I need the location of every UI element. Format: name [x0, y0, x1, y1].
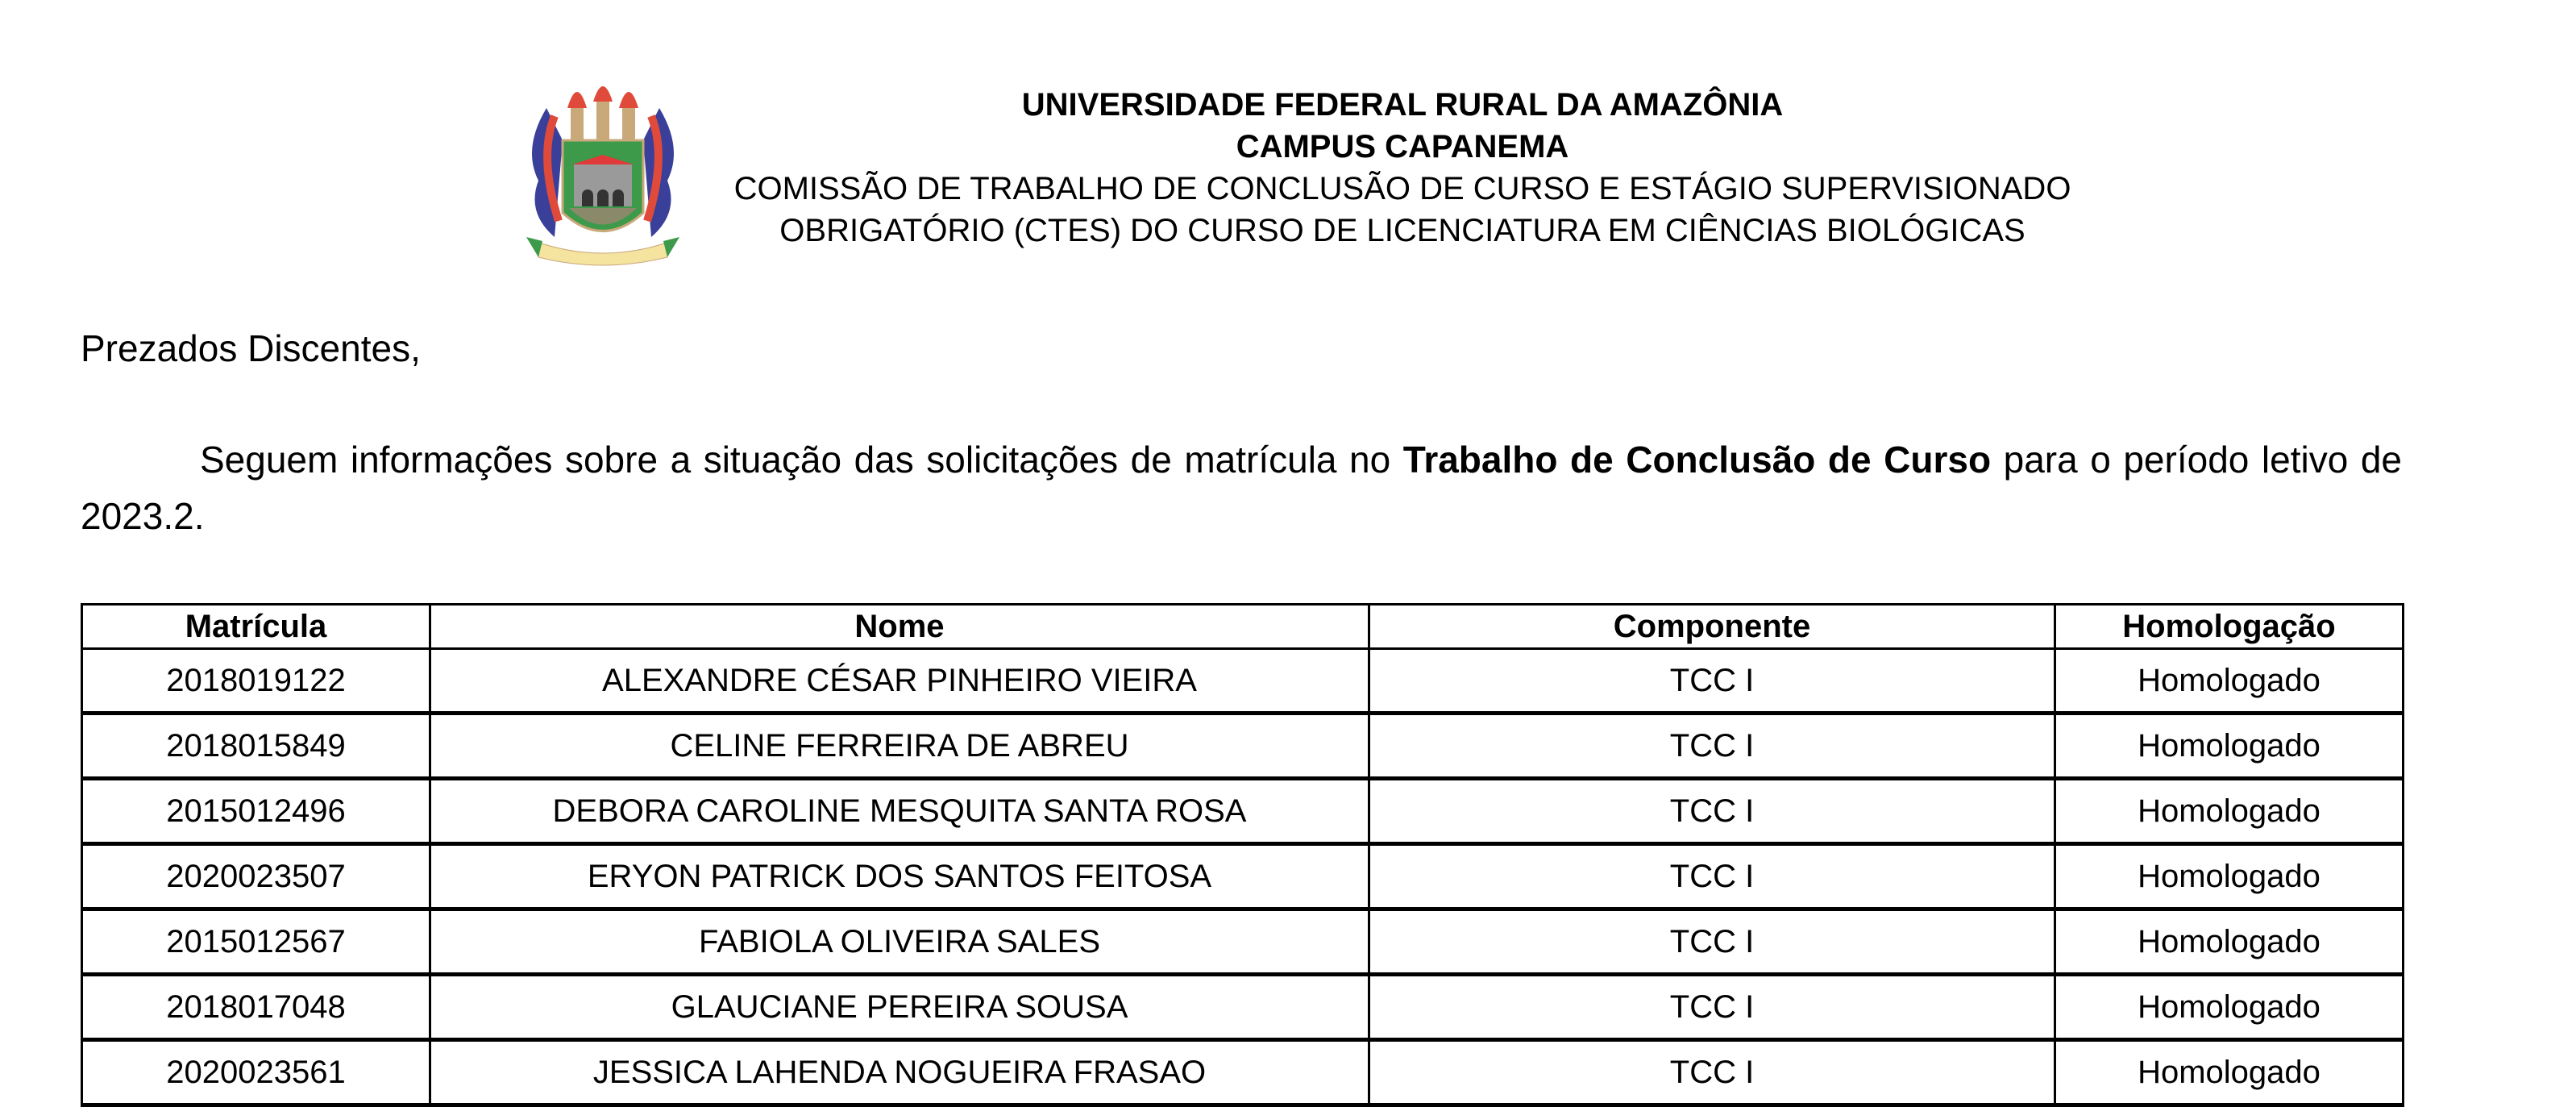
homologacao-cell: Homologado	[2055, 714, 2404, 779]
componente-cell: TCC I	[1369, 909, 2055, 975]
greeting: Prezados Discentes,	[81, 327, 421, 369]
commission-line-2: OBRIGATÓRIO (CTES) DO CURSO DE LICENCIATURA EM CIÊNCIAS BIOLÓGICAS	[779, 213, 2025, 248]
table-row	[82, 779, 2404, 844]
header-componente: Componente	[1369, 605, 2055, 649]
ufra-logo	[522, 76, 683, 268]
university-name: UNIVERSIDADE FEDERAL RURAL DA AMAZÔNIA	[1021, 87, 1784, 123]
componente-cell: TCC I	[1369, 975, 2055, 1040]
homologacao-cell: Homologado	[2055, 844, 2404, 909]
nome-cell: FABIOLA OLIVEIRA SALES	[430, 909, 1369, 975]
header-nome: Nome	[430, 605, 1369, 649]
matricula-cell: 2018017048	[82, 975, 430, 1040]
nome-cell: CELINE FERREIRA DE ABREU	[430, 714, 1369, 779]
intro-paragraph	[81, 431, 2402, 544]
componente-cell: TCC I	[1369, 649, 2055, 714]
matricula-cell: 2015012567	[82, 909, 430, 975]
nome-cell: ERYON PATRICK DOS SANTOS FEITOSA	[430, 844, 1369, 909]
table-header-row	[82, 605, 2404, 649]
para-start: Seguem informações sobre a situação das solicitações de matrícula no	[200, 439, 1403, 481]
componente-cell: TCC I	[1369, 779, 2055, 844]
table-row	[82, 844, 2404, 909]
componente-cell: TCC I	[1369, 844, 2055, 909]
homologacao-cell: Homologado	[2055, 779, 2404, 844]
homologacao-cell: Homologado	[2055, 1040, 2404, 1105]
nome-cell: DEBORA CAROLINE MESQUITA SANTA ROSA	[430, 779, 1369, 844]
header-matricula: Matrícula	[82, 605, 430, 649]
enrollment-table	[81, 603, 2404, 1107]
table-row	[82, 1040, 2404, 1105]
commission-line-1: COMISSÃO DE TRABALHO DE CONCLUSÃO DE CURSO E ESTÁGIO SUPERVISIONADO	[733, 171, 2071, 206]
table-row	[82, 649, 2404, 714]
matricula-cell: 2020023561	[82, 1040, 430, 1105]
homologacao-cell: Homologado	[2055, 909, 2404, 975]
table-row	[82, 975, 2404, 1040]
para-bold: Trabalho de Conclusão de Curso	[1402, 439, 1992, 481]
table-row	[82, 714, 2404, 779]
nome-cell: GLAUCIANE PEREIRA SOUSA	[430, 975, 1369, 1040]
componente-cell: TCC I	[1369, 1040, 2055, 1105]
nome-cell: ALEXANDRE CÉSAR PINHEIRO VIEIRA	[430, 649, 1369, 714]
para-end: para o período letivo de 2023.2.	[81, 439, 2403, 537]
torch-icon	[567, 86, 638, 140]
table-row	[82, 909, 2404, 975]
componente-cell: TCC I	[1369, 714, 2055, 779]
matricula-cell: 2020023507	[82, 844, 430, 909]
header-homologacao: Homologação	[2055, 605, 2404, 649]
homologacao-cell: Homologado	[2055, 975, 2404, 1040]
matricula-cell: 2018015849	[82, 714, 430, 779]
nome-cell: JESSICA LAHENDA NOGUEIRA FRASAO	[430, 1040, 1369, 1105]
document-header	[677, 84, 2128, 252]
campus-name: CAMPUS CAPANEMA	[1236, 129, 1569, 164]
matricula-cell: 2018019122	[82, 649, 430, 714]
matricula-cell: 2015012496	[82, 779, 430, 844]
homologacao-cell: Homologado	[2055, 649, 2404, 714]
